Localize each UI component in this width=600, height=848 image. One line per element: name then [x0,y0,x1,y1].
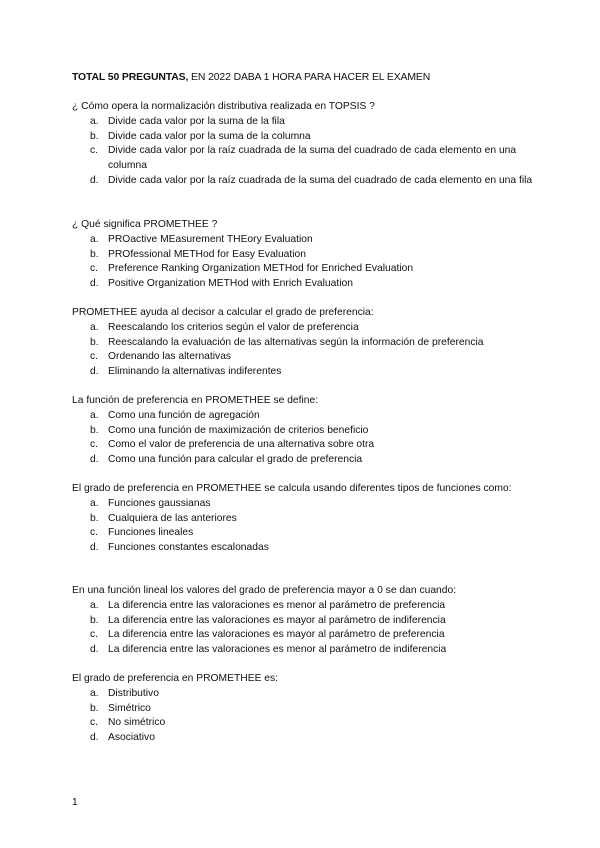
question-5 [72,482,534,556]
option-a: a. Funciones gaussianas [90,498,211,509]
option-a: a. Divide cada valor por la suma de la fila [90,116,285,127]
exam-header [72,72,430,83]
option-b: b. Cualquiera de las anteriores [90,512,237,524]
option-d: d. Como una función para calcular el grado de preferencia [90,454,363,466]
option-b: b. PROfessional METHod for Easy Evaluation [90,248,307,260]
question-4 [72,394,534,468]
option-a: a. La diferencia entre las valoraciones es menor al parámetro de preferencia [90,600,446,611]
option-b: b. Como una función de maximización de criterios beneficio [90,424,369,436]
question-stem: En una función lineal los valores del grado de preferencia mayor a 0 se dan cuando: [72,585,457,596]
header-rest: EN 2022 DABA 1 HORA PARA HACER EL EXAMEN [188,72,431,83]
question-stem: ¿ Qué significa PROMETHEE ? [72,219,218,230]
option-b: b. La diferencia entre las valoraciones es mayor al parámetro de indiferencia [90,614,446,626]
option-d: d. Eliminando la alternativas indiferentes [90,366,282,378]
option-d: d. Funciones constantes escalonadas [90,542,269,554]
option-d: d. Asociativo [90,732,155,744]
option-a: a. Como una función de agregación [90,410,260,421]
page-number: 1 [72,797,78,808]
option-c: c. No simétrico [90,717,166,729]
option-d: d. Divide cada valor por la raíz cuadrada de la suma del cuadrado de cada elemento en una fila [90,174,533,186]
option-b: b. Divide cada valor por la suma de la columna [90,130,311,142]
option-c: c. Preference Ranking Organization METHod for Enriched Evaluation [90,263,414,275]
option-c: c. La diferencia entre las valoraciones es mayor al parámetro de preferencia [90,629,445,641]
option-a: a. Distributivo [90,688,159,699]
option-d: d. La diferencia entre las valoraciones es menor al parámetro de indiferencia [90,644,447,656]
question-stem: El grado de preferencia en PROMETHEE es: [72,673,279,684]
option-c: c. Funciones lineales [90,527,194,539]
question-3 [72,306,534,380]
option-a: a. Reescalando los criterios según el valor de preferencia [90,322,359,333]
option-d: d. Positive Organization METHod with Enrich Evaluation [90,278,353,290]
option-b: b. Reescalando la evaluación de las alternativas según la información de preferencia [90,336,484,348]
option-c: c. Como el valor de preferencia de una alternativa sobre otra [90,439,375,451]
question-7 [72,672,534,746]
question-2 [72,218,534,292]
option-b: b. Simétrico [90,702,151,714]
question-1 [72,100,534,189]
question-stem: PROMETHEE ayuda al decisor a calcular el grado de preferencia: [72,307,374,318]
question-stem: La función de preferencia en PROMETHEE se define: [72,395,319,406]
option-a: a. PROactive MEasurement THEory Evaluation [90,234,313,245]
question-stem: El grado de preferencia en PROMETHEE se calcula usando diferentes tipos de funciones como: [72,483,512,494]
question-6 [72,584,534,658]
question-stem: ¿ Cómo opera la normalización distributiva realizada en TOPSIS ? [72,101,375,112]
header-bold: TOTAL 50 PREGUNTAS, [72,72,189,83]
option-c: c. Ordenando las alternativas [90,351,232,363]
option-c: c. Divide cada valor por la raíz cuadrada de la suma del cuadrado de cada elemento en una columna [90,145,517,172]
